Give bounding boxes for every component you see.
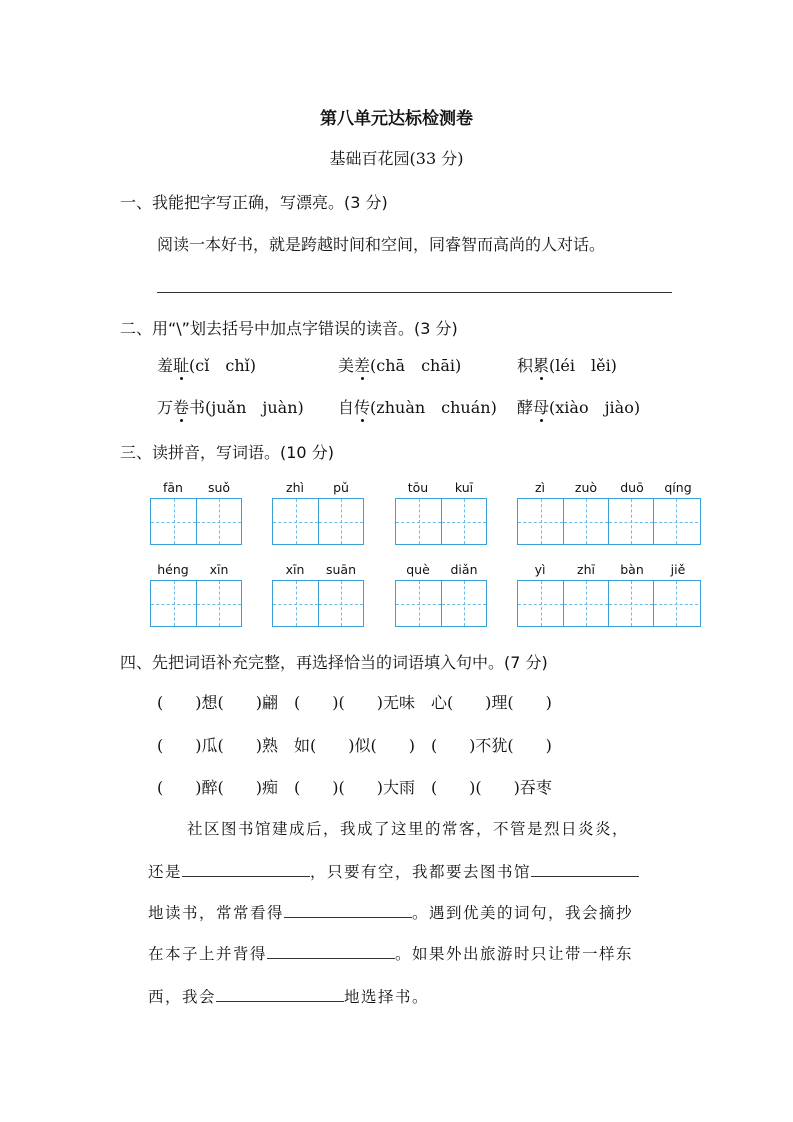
tianzige-grid[interactable] [395,580,487,627]
item-char: 自 [338,398,355,417]
pinyin-label [517,562,701,577]
passage-text: 地选择书。 [344,988,430,1006]
pronunciation-item[interactable] [517,353,617,376]
item-char: 积 [517,356,534,375]
dotted-char: 传 [354,395,370,418]
grid-cell[interactable] [563,499,608,544]
passage-text: 在本子上并背得 [148,945,268,963]
grid-cell[interactable] [396,499,441,544]
grid-cell[interactable] [518,581,563,626]
passage-line-1: 社区图书馆建成后，我成了这里的常客，不管是烈日炎炎， [187,820,630,838]
passage-text: 还是 [148,863,183,881]
item-char: 书 [189,398,206,417]
passage-text: 。如果外出旅游时只让带一样东 [395,945,634,963]
pinyin-syllable: yì [534,562,546,577]
tianzige-grid[interactable] [150,498,242,545]
dotted-char: 耻 [173,353,189,376]
pinyin-syllable: diǎn [450,562,478,577]
pinyin-word-6 [272,562,364,627]
passage-line-2 [148,860,639,882]
pinyin-options: (juǎn juàn) [205,398,304,417]
pinyin-syllable: zhī [577,562,595,577]
pinyin-syllable: suān [325,562,357,577]
pinyin-word-4 [517,480,701,545]
dotted-char: 卷 [173,395,189,418]
tianzige-grid[interactable] [272,498,364,545]
copy-sentence: 阅读一本好书，就是跨越时间和空间，同睿智而高尚的人对话。 [157,235,606,254]
pinyin-word-7 [395,562,487,627]
pinyin-options: (cǐ chǐ) [189,356,256,375]
pronunciation-item[interactable] [338,395,497,418]
idiom-row[interactable]: ( )醉( )痴 ( )( )大雨 ( )( )吞枣 [157,778,552,797]
question-1-text: 一、我能把字写正确，写漂亮。(3 分) [120,193,388,212]
pronunciation-item[interactable] [517,395,640,418]
pinyin-syllable: zhì [286,480,304,495]
pinyin-syllable: zuò [574,480,598,495]
pinyin-label [517,480,701,495]
tianzige-grid[interactable] [517,498,701,545]
fill-blank[interactable] [284,903,412,918]
pinyin-syllable: suǒ [207,480,231,495]
pinyin-word-2 [272,480,364,545]
pinyin-syllable: xīn [285,562,305,577]
grid-cell[interactable] [273,581,318,626]
grid-cell[interactable] [151,499,196,544]
question-4-text: 四、先把词语补充完整，再选择恰当的词语填入句中。(7 分) [120,653,548,672]
dotted-char: 累 [533,353,549,376]
pinyin-syllable: què [406,562,430,577]
grid-cell[interactable] [273,499,318,544]
passage-line-5 [148,985,429,1007]
idiom-row[interactable]: ( )瓜( )熟 如( )似( ) ( )不犹( ) [157,736,552,755]
grid-cell[interactable] [151,581,196,626]
grid-cell[interactable] [563,581,608,626]
tianzige-grid[interactable] [272,580,364,627]
tianzige-grid[interactable] [517,580,701,627]
pinyin-syllable: héng [157,562,189,577]
grid-cell[interactable] [608,581,653,626]
pinyin-syllable: duō [620,480,644,495]
pinyin-word-8 [517,562,701,627]
grid-cell[interactable] [196,499,241,544]
pinyin-options: (xiào jiào) [549,398,641,417]
grid-cell[interactable] [196,581,241,626]
pronunciation-item[interactable] [338,353,461,376]
pinyin-syllable: bàn [620,562,644,577]
pinyin-syllable: qíng [664,480,692,495]
pinyin-word-3 [395,480,487,545]
question-3-text: 三、读拼音，写词语。(10 分) [120,443,334,462]
passage-text: 西，我会 [148,988,217,1006]
grid-cell[interactable] [608,499,653,544]
section-subtitle: 基础百花园(33 分) [329,149,464,168]
grid-cell[interactable] [653,499,698,544]
pinyin-word-5 [150,562,242,627]
pronunciation-item[interactable] [157,395,304,418]
grid-cell[interactable] [518,499,563,544]
item-char: 酵 [517,398,534,417]
pinyin-syllable: pǔ [333,480,349,495]
pinyin-syllable: kuī [454,480,474,495]
question-1-heading [120,190,388,213]
tianzige-grid[interactable] [150,580,242,627]
question-4-heading [120,650,548,673]
fill-blank[interactable] [531,862,639,877]
pinyin-syllable: fān [163,480,183,495]
item-char: 羞 [157,356,174,375]
fill-blank[interactable] [216,987,344,1002]
pinyin-label [272,480,364,495]
grid-cell[interactable] [318,499,363,544]
grid-cell[interactable] [441,499,486,544]
writing-line[interactable] [157,292,672,293]
pinyin-options: (chā chāi) [370,356,462,375]
grid-cell[interactable] [441,581,486,626]
passage-line-3 [148,901,633,923]
pinyin-label [395,480,487,495]
dotted-char: 差 [354,353,370,376]
pinyin-options: (léi lěi) [549,356,617,375]
grid-cell[interactable] [318,581,363,626]
item-char: 美 [338,356,355,375]
pinyin-syllable: tōu [407,480,429,495]
idiom-row[interactable]: ( )想( )翩 ( )( )无味 心( )理( ) [157,693,552,712]
question-2-text: 二、用“\”划去括号中加点字错误的读音。(3 分) [120,319,458,338]
pinyin-syllable: xīn [209,562,229,577]
tianzige-grid[interactable] [395,498,487,545]
pinyin-label [150,480,242,495]
passage-text: 地读书，常常看得 [148,904,285,922]
pronunciation-item[interactable] [157,353,256,376]
pinyin-label [150,562,242,577]
page-title: 第八单元达标检测卷 [320,109,473,129]
passage-text: 。遇到优美的词句，我会摘抄 [412,904,634,922]
pinyin-word-1 [150,480,242,545]
pinyin-label [395,562,487,577]
grid-cell[interactable] [396,581,441,626]
fill-blank[interactable] [267,944,395,959]
passage-text: ，只要有空，我都要去图书馆 [310,863,532,881]
passage-line-4 [148,942,633,964]
grid-cell[interactable] [653,581,698,626]
fill-blank[interactable] [182,862,310,877]
pinyin-label [272,562,364,577]
question-3-heading [120,440,334,463]
dotted-char: 母 [533,395,549,418]
item-char: 万 [157,398,174,417]
pinyin-syllable: zì [534,480,546,495]
pinyin-syllable: jiě [670,562,686,577]
pinyin-options: (zhuàn chuán) [370,398,497,417]
question-2-heading [120,316,458,339]
